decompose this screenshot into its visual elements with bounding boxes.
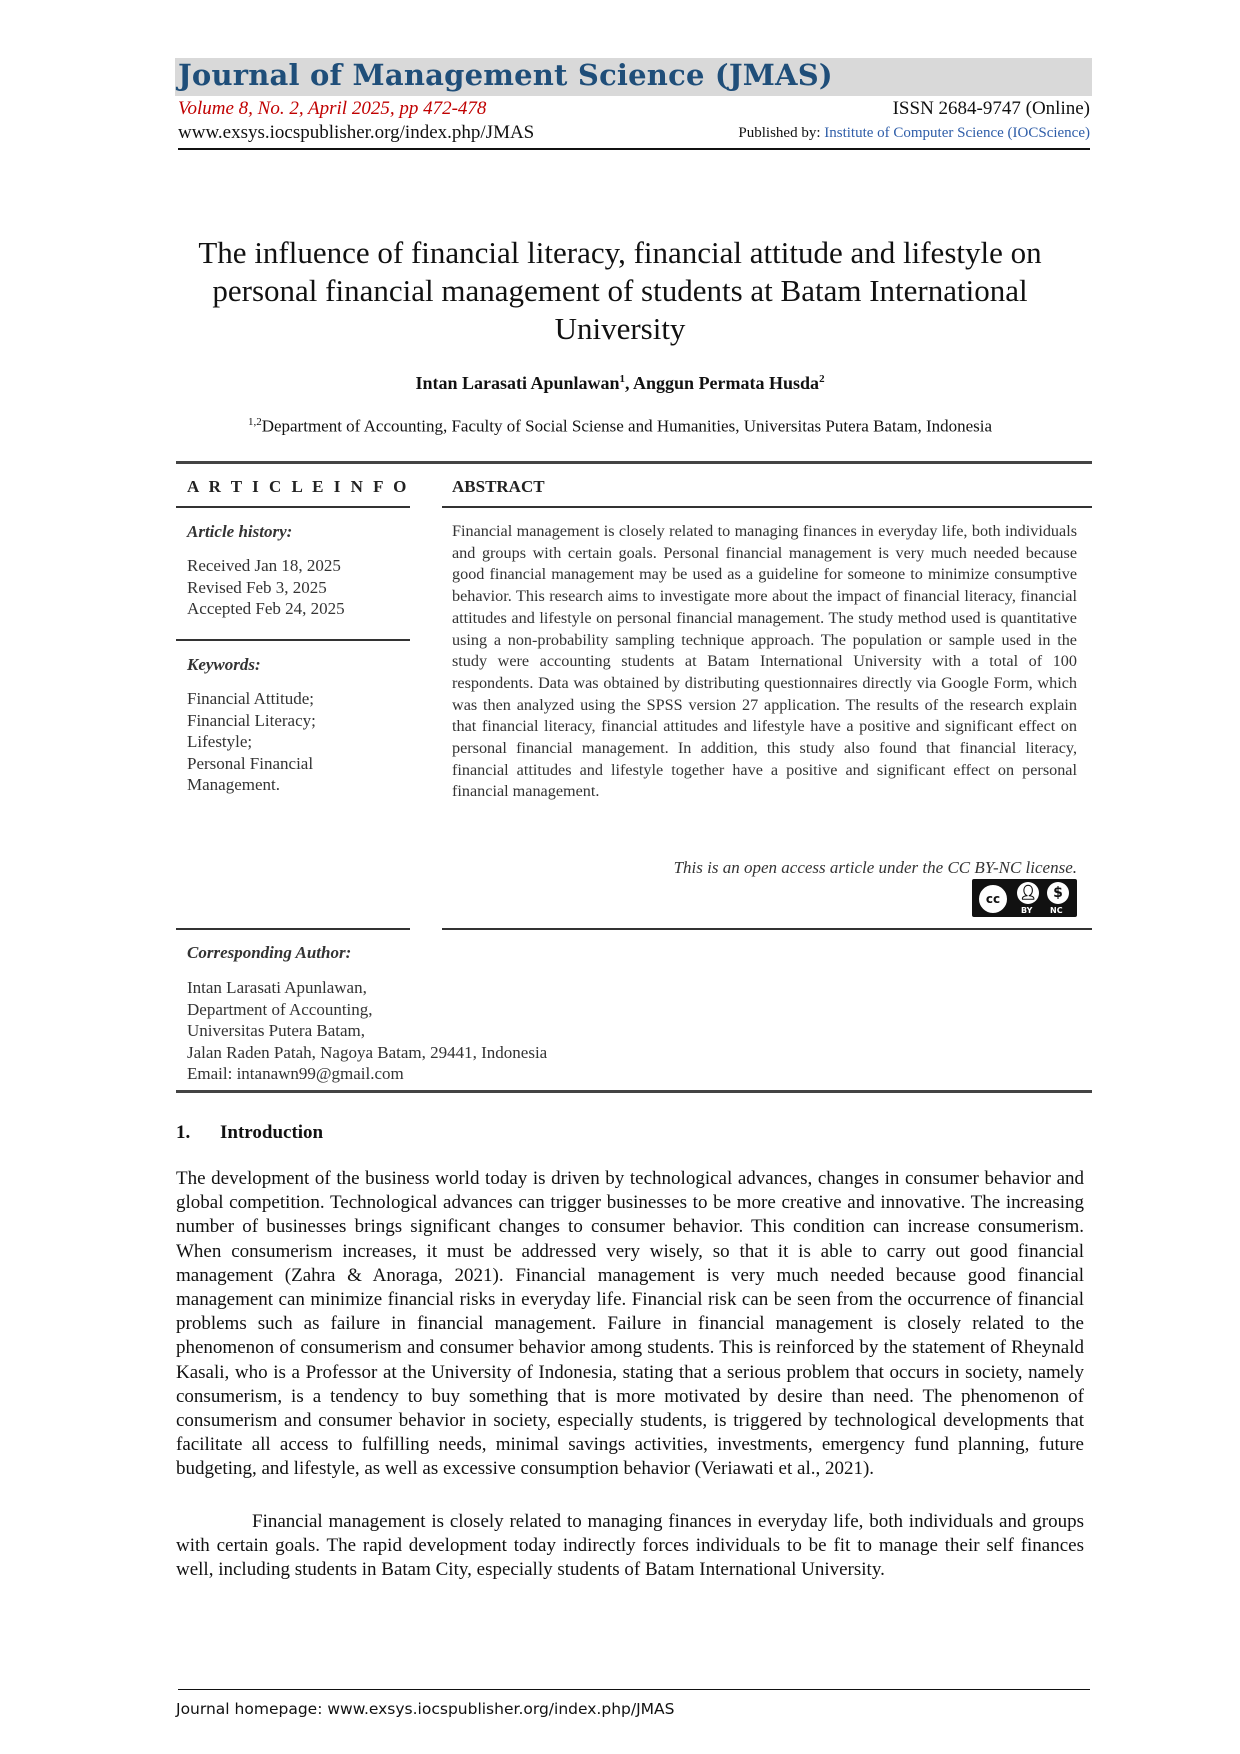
issn: ISSN 2684-9747 (Online) [892,98,1090,119]
corresponding-label: Corresponding Author: [187,943,352,962]
corresponding-line: Universitas Putera Batam, [187,1021,365,1040]
corresponding-line: Jalan Raden Patah, Nagoya Batam, 29441, Indonesia [187,1042,548,1062]
journal-homepage[interactable]: Journal homepage: www.exsys.iocspublisher.org/index.php/JMAS [176,1700,675,1718]
nc-label: NC [1050,906,1063,915]
keyword-item: Personal Financial [187,753,314,773]
keyword-item: Lifestyle; [187,732,253,751]
published-by-label: Published by: [738,125,821,141]
affiliation-text: Department of Accounting, Faculty of Social Sciense and Humanities, Universitas Putera Batam, Indonesia [261,416,993,436]
history-item: Received Jan 18, 2025 [187,556,341,575]
journal-website-link[interactable]: www.exsys.iocspublisher.org/index.php/JMAS [178,122,535,143]
corresponding-details [187,977,547,1085]
journal-title: Journal of Management Science (JMAS) [178,58,833,92]
keyword-item: Financial Attitude; [187,689,315,708]
abstract-top-rule [442,506,1092,508]
article-title [160,234,1080,348]
keywords-list [187,688,316,796]
publisher-line [738,125,1090,142]
corresponding-line: Intan Larasati Apunlawan, [187,978,367,997]
title-line: University [554,311,686,346]
info-left-rule [176,506,410,508]
info-bottom-rule [176,928,410,930]
header-divider [178,148,1090,150]
section-title: Introduction [220,1122,324,1143]
publisher-link[interactable]: Institute of Computer Science (IOCScience) [824,125,1090,141]
abstract-bottom-rule [442,928,1092,930]
cc-icon: cc [977,883,1009,915]
keyword-item: Financial Literacy; [187,710,316,730]
history-item: Revised Feb 3, 2025 [187,577,327,597]
by-label: BY [1021,906,1033,915]
corresponding-line: Department of Accounting, [187,999,373,1019]
keyword-item: Management. [187,775,280,794]
keywords-label: Keywords: [187,655,261,674]
author-sup: 2 [819,373,825,385]
affiliation [160,416,1080,437]
corresponding-email[interactable]: Email: intanawn99@gmail.com [187,1064,404,1083]
affiliation-sup: 1,2 [247,416,262,428]
author-separator: , [625,373,634,393]
title-line: personal financial management of students at Batam International [212,273,1028,308]
author-sup: 1 [619,373,626,385]
info-end-divider [176,1090,1092,1093]
footer-divider [178,1689,1090,1690]
attribution-icon: 👤︎ [1017,882,1039,904]
license-note: This is an open access article under the CC BY-NC license. [673,858,1077,877]
intro-paragraph: The development of the business world today is driven by technological advances, changes in consumer behavior and global competition. Technological advances can trigger businesses to be more creative and innovative. The increasing number of businesses brings significant changes to consumer behavior. This condition can increase consumerism. When consumerism increases, it must be addressed very wisely, so that it is able to carry out good financial management (Zahra & Anoraga, 2021). Financial management is very much needed because good financial management can minimize financial risks in everyday life. Financial risk can be seen from the occurrence of financial problems such as failure in financial management. Failure in financial management is closely related to the phenomenon of consumerism and consumer behavior among students. This is reinforced by the statement of Rheynald Kasali, who is a Professor at the University of Indonesia, stating that a serious problem that occurs in society, namely consumerism, is a tendency to buy something that is more motivated by desire than need. The phenomenon of consumerism and consumer behavior in society, especially students, is triggered by technological developments that facilitate all access to fulfilling needs, minimal savings activities, investments, emergency fund planning, future budgeting, and lifestyle, as well as excessive consumption behavior (Veriawati et al., 2021). [176,1168,1084,1480]
section-number: 1. [176,1122,191,1143]
history-list [187,555,345,620]
authors [160,373,1080,394]
author-name: Intan Larasati Apunlawan [415,373,620,393]
volume-info: Volume 8, No. 2, April 2025, pp 472-478 [178,98,487,119]
title-line: The influence of financial literacy, financial attitude and lifestyle on [198,235,1042,270]
introduction-heading [176,1122,323,1144]
article-info-heading: A R T I C L E I N F O [187,477,410,496]
abstract-text: Financial management is closely related to managing finances in everyday life, both individuals and groups with certain goals. Personal financial management is very much needed because good financial management may be used as a guideline for someone to minimize consumptive behavior. This research aims to investigate more about the impact of financial literacy, financial attitudes and lifestyle on personal financial management. The study method used is quantitative using a non-probability sampling technique approach. The population or sample used in the study were accounting students at Batam International University with a total of 100 respondents. Data was obtained by distributing questionnaires directly via Google Form, which was then analyzed using the SPSS version 27 application. The results of the research explain that financial literacy, financial attitudes and lifestyle have a positive and significant effect on personal financial management. In addition, this study also found that financial literacy, financial attitudes and lifestyle together have a positive and significant effect on personal financial management. [452,522,1077,801]
info-top-divider [176,461,1092,464]
intro-paragraph: Financial management is closely related to managing finances in everyday life, both individuals and groups with certain goals. The rapid development today indirectly forces individuals to be fit to manage their self finances well, including students in Batam City, especially students of Batam International University. [176,1511,1084,1581]
abstract-heading: ABSTRACT [452,477,545,496]
history-label: Article history: [187,522,293,541]
history-item: Accepted Feb 24, 2025 [187,599,345,618]
author-name: Anggun Permata Husda [633,373,820,393]
history-divider [176,639,410,641]
cc-by-nc-license-icon[interactable] [972,879,1077,917]
noncommercial-icon: $ [1047,882,1069,904]
